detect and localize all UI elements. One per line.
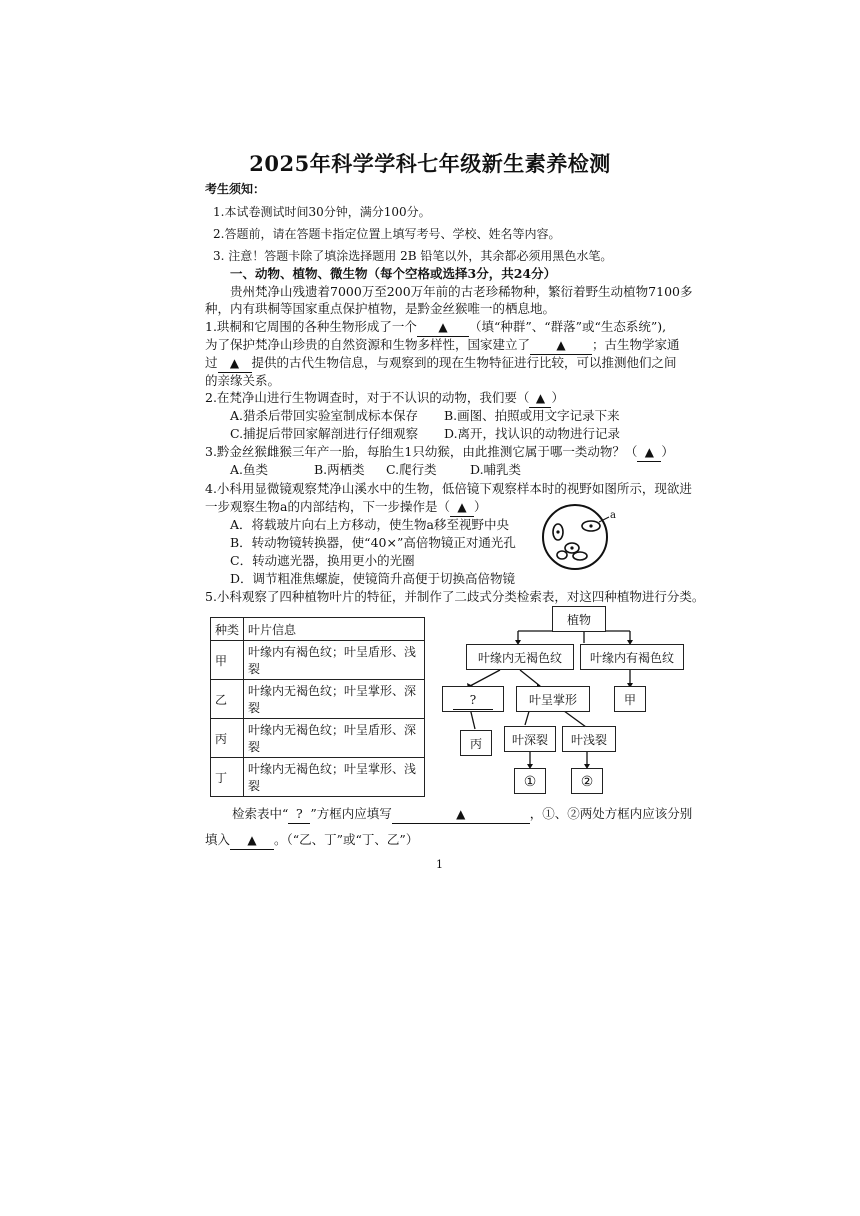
key-box-deep: 叶深裂 xyxy=(504,726,556,752)
option-d[interactable]: D.离开，找认识的动物进行记录 xyxy=(444,426,621,441)
q1-text: ；古生物学家通 xyxy=(592,337,680,352)
q5-text: ，①、②两处方框内应该分别 xyxy=(529,806,693,821)
option-d[interactable]: D．调节粗准焦螺旋，使镜筒升高便于切换高倍物镜 xyxy=(230,571,516,586)
q1-text: （填“种群”、“群落”或“生态系统”), xyxy=(468,319,667,334)
section-heading: 一、动物、植物、微生物（每个空格或选择3分，共24分） xyxy=(230,266,557,281)
question-4-line: 4.小科用显微镜观察梵净山溪水中的生物，低倍镜下观察样本时的视野如图所示，现欲进 xyxy=(205,481,692,496)
notice-item: 2.答题前，请在答题卡指定位置上填写考号、学校、姓名等内容。 xyxy=(213,227,561,241)
intro-line: 贵州梵净山残遗着7000万至200万年前的古老珍稀物种，繁衍着野生动植物7100多 xyxy=(230,284,693,299)
table-cell: 叶缘内无褐色纹；叶呈掌形、深裂 xyxy=(244,680,425,719)
notice-item: 3. 注意！答题卡除了填涂选择题用 2B 铅笔以外，其余都必须用黑色水笔。 xyxy=(213,249,613,263)
option-a[interactable]: A.猎杀后带回实验室制成标本保存 xyxy=(230,408,419,423)
q4-text: ） xyxy=(473,499,487,514)
q1-text: 提供的古代生物信息，与观察到的现在生物特征进行比较，可以推测他们之间 xyxy=(251,355,677,370)
key-box-root: 植物 xyxy=(552,606,606,632)
leaf-info-table xyxy=(210,617,425,797)
page-title: 2025年科学学科七年级新生素养检测 xyxy=(249,151,611,176)
organism xyxy=(557,551,567,559)
triangle-mark: ▲ xyxy=(247,833,257,847)
q5-text: 填入 xyxy=(205,832,231,847)
key-box-palm: 叶呈掌形 xyxy=(516,686,590,712)
option-b[interactable]: B.两栖类 xyxy=(314,462,365,477)
organism-a-label: a xyxy=(610,510,616,521)
q4-text: 一步观察生物a的内部结构，下一步操作是（ xyxy=(205,499,450,514)
q5-text: 检索表中“ xyxy=(232,806,289,821)
key-box-jia: 甲 xyxy=(614,686,646,712)
page-number: 1 xyxy=(436,858,443,871)
key-box-shallow: 叶浅裂 xyxy=(562,726,616,752)
intro-line: 种，内有珙桐等国家重点保护植物，是黔金丝猴唯一的栖息地。 xyxy=(205,301,556,316)
table-cell: 叶缘内无褐色纹；叶呈盾形、深裂 xyxy=(244,719,425,758)
q3-text: ） xyxy=(661,444,674,459)
q1-text: 过 xyxy=(205,355,218,370)
triangle-mark: ▲ xyxy=(229,356,240,370)
option-c[interactable]: C.捕捉后带回家解剖进行仔细观察 xyxy=(230,426,419,441)
key-box-has-brown: 叶缘内有褐色纹 xyxy=(580,644,684,670)
table-row xyxy=(211,680,425,719)
table-cell: 甲 xyxy=(211,641,244,680)
table-header-cell: 种类 xyxy=(211,618,244,641)
table-row xyxy=(211,641,425,680)
option-a[interactable]: A．将载玻片向右上方移动，使生物a移至视野中央 xyxy=(230,517,509,532)
question-5-stem: 5.小科观察了四种植物叶片的特征，并制作了二歧式分类检索表，对这四种植物进行分类。 xyxy=(205,589,705,604)
triangle-mark: ▲ xyxy=(644,445,654,459)
organism-nucleus xyxy=(556,530,559,533)
organism-nucleus xyxy=(570,546,573,549)
table-row xyxy=(211,719,425,758)
organism xyxy=(573,552,587,560)
notice-heading: 考生须知： xyxy=(205,182,266,196)
triangle-mark: ▲ xyxy=(535,391,546,405)
option-c[interactable]: C.爬行类 xyxy=(386,462,437,477)
key-box-unknown xyxy=(442,686,504,712)
key-box-bing: 丙 xyxy=(460,730,492,756)
triangle-mark: ▲ xyxy=(456,807,466,821)
q1-text: 1.珙桐和它周围的各种生物形成了一个 xyxy=(205,319,417,334)
question-1-line: 的亲缘关系。 xyxy=(205,373,281,388)
key-box-1: ① xyxy=(514,768,546,794)
q1-text: 为了保护梵净山珍贵的自然资源和生物多样性，国家建立了 xyxy=(205,337,531,352)
table-row xyxy=(211,758,425,797)
question-5-answer-line xyxy=(205,831,418,850)
key-blank-ref: ? xyxy=(288,805,310,824)
key-blank[interactable]: ? xyxy=(453,691,493,710)
q5-text: ”方框内应填写 xyxy=(310,806,392,821)
triangle-mark: ▲ xyxy=(438,320,448,334)
table-cell: 乙 xyxy=(211,680,244,719)
option-a[interactable]: A.鱼类 xyxy=(230,462,269,477)
q3-text: 3.黔金丝猴雌猴三年产一胎，每胎生1只幼猴，由此推测它属于哪一类动物？（ xyxy=(205,444,638,459)
notice-item: 1.本试卷测试时间30分钟，满分100分。 xyxy=(213,205,431,219)
q2-text: 2.在梵净山进行生物调查时，对于不认识的动物，我们要（ xyxy=(205,390,530,405)
table-header-cell: 叶片信息 xyxy=(244,618,425,641)
triangle-mark: ▲ xyxy=(457,500,467,514)
option-b[interactable]: B.画图、拍照或用文字记录下来 xyxy=(444,408,620,423)
question-5-answer-line xyxy=(232,805,692,824)
key-box-no-brown: 叶缘内无褐色纹 xyxy=(466,644,574,670)
key-box-2: ② xyxy=(571,768,603,794)
triangle-mark: ▲ xyxy=(556,338,566,352)
answer-blank[interactable] xyxy=(230,831,274,850)
table-cell: 叶缘内有褐色纹；叶呈盾形、浅裂 xyxy=(244,641,425,680)
table-cell: 丁 xyxy=(211,758,244,797)
option-b[interactable]: B．转动物镜转换器，使“40×”高倍物镜正对通光孔 xyxy=(230,535,516,550)
option-c[interactable]: C．转动遮光器，换用更小的光圈 xyxy=(230,553,415,568)
table-cell: 叶缘内无褐色纹；叶呈掌形、浅裂 xyxy=(244,758,425,797)
table-cell: 丙 xyxy=(211,719,244,758)
answer-blank[interactable] xyxy=(392,805,530,824)
option-d[interactable]: D.哺乳类 xyxy=(470,462,522,477)
q2-text: ） xyxy=(551,390,564,405)
organism-nucleus xyxy=(589,524,592,527)
q5-text: 。（“乙、丁”或“丁、乙”） xyxy=(274,832,419,847)
table-header-row xyxy=(211,618,425,641)
